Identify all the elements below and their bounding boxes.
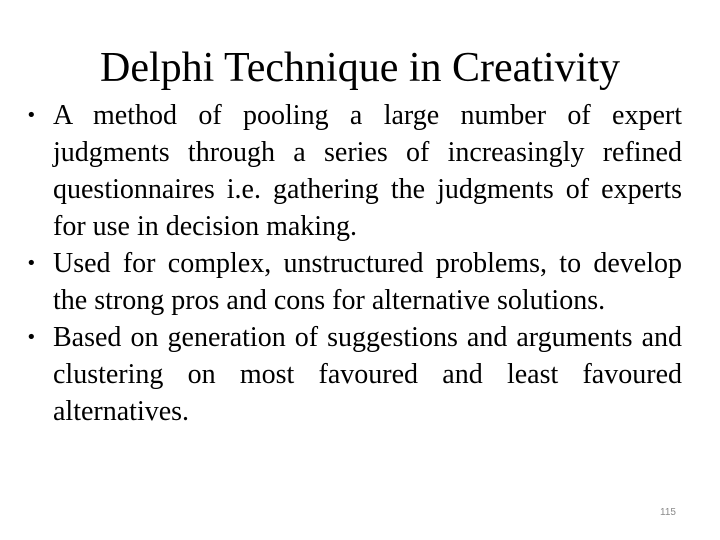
bullet-list: [26, 97, 682, 430]
bullet-item: [26, 245, 682, 319]
bullet-text: Based on generation of suggestions and arguments and clustering on most favoured and least favoured alternatives.: [53, 322, 682, 427]
slide-title: Delphi Technique in Creativity: [100, 45, 620, 91]
page-number: 115: [660, 507, 676, 518]
bullet-icon: •: [26, 105, 37, 126]
bullet-text: A method of pooling a large number of expert judgments through a series of increasingly refined questionnaires i.e. gathering the judgments of experts for use in decision making.: [53, 100, 682, 242]
bullet-icon: •: [26, 253, 37, 274]
bullet-icon: •: [26, 327, 37, 348]
bullet-item: [26, 97, 682, 245]
bullet-text: Used for complex, unstructured problems, to develop the strong pros and cons for alternative solutions.: [53, 248, 682, 316]
bullet-item: [26, 319, 682, 430]
